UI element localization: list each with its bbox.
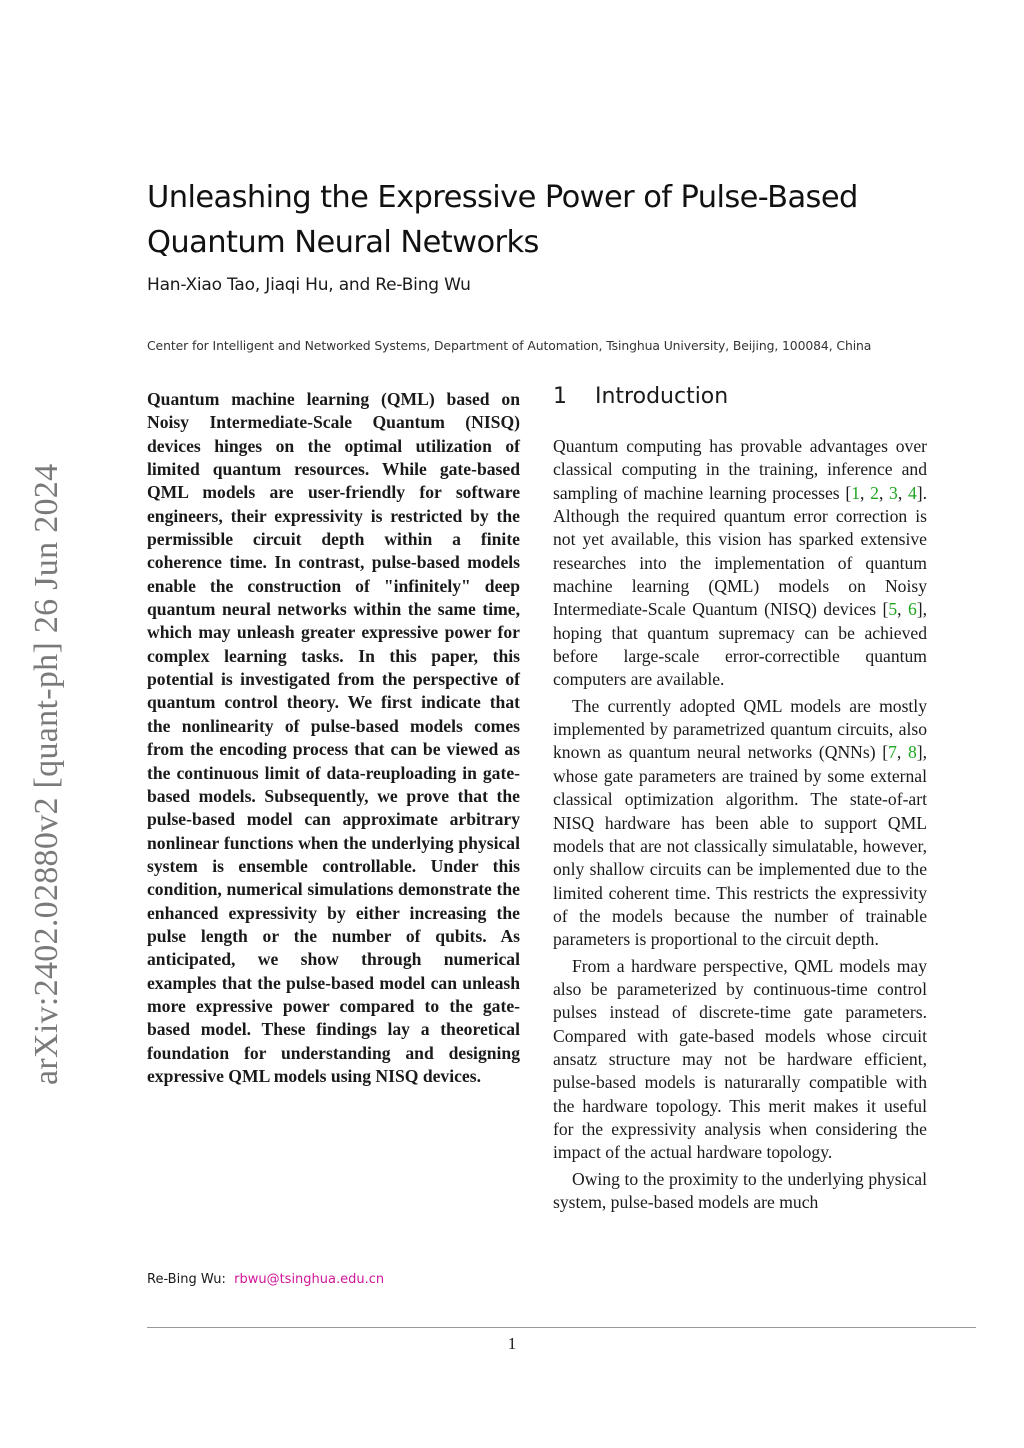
affiliation: Center for Intelligent and Networked Systems, Department of Automation, Tsinghua University, Beijing, 100084, China <box>147 338 872 353</box>
intro-paragraph-2: The currently adopted QML models are mostly implemented by parametrized quantum circuits, also known as quantum neural networks (QNNs) [7, 8], whose gate parameters are trained by some external classical optimization algorithm. The state-of-art NISQ hardware has been able to support QML models that are not classically simulatable, however, only shallow circuits can be implemented due to the limited coherent time. This restricts the expressivity of the models because the number of trainable parameters is proportional to the circuit depth. <box>553 695 927 950</box>
section-heading <box>553 384 728 409</box>
intro-paragraph-1: Quantum computing has provable advantages over classical computing in the training, inference and sampling of machine learning processes [1, 2, 3, 4]. Although the required quantum error correction is not yet available, this vision has sparked extensive researches into the implementation of quantum machine learning (QML) models on Noisy Intermediate-Scale Quantum (NISQ) devices [5, 6], hoping that quantum supremacy can be achieved before large-scale error-correctible quantum computers are available. <box>553 436 928 690</box>
text-run: ], whose gate parameters are trained by some external classical optimization algorithm. The state-of-art NISQ hardware has been able to support QML models that are not classically simulatable, however, only shallow circuits can be implemented due to the limited coherent time. This restricts the expressivity of the models because the number of trainable parameters is proportional to the circuit depth. <box>553 742 927 950</box>
citation-link[interactable]: 3 <box>889 482 898 503</box>
citation-link[interactable]: 1 <box>851 482 861 503</box>
text-run: The currently adopted QML models are mostly implemented by parametrized quantum circuits, also known as quantum neural networks (QNNs) [ <box>553 695 927 763</box>
intro-paragraph-4: Owing to the proximity to the underlying physical system, pulse-based models are much <box>553 1168 927 1212</box>
author-list: Han-Xiao Tao, Jiaqi Hu, and Re-Bing Wu <box>147 275 471 295</box>
paper-title: Unleashing the Expressive Power of Pulse-Based Quantum Neural Networks <box>147 180 858 260</box>
citation-link[interactable]: 8 <box>907 742 917 763</box>
footnote <box>147 1272 384 1287</box>
section-number: 1 <box>553 384 567 409</box>
arxiv-stamp: arXiv:2402.02880v2 [quant-ph] 26 Jun 2024 <box>28 463 65 1085</box>
abstract: Quantum machine learning (QML) based on Noisy Intermediate-Scale Quantum (NISQ) devices hinges on the optimal utilization of limited quantum resources. While gate-based QML models are user-friendly for software engineers, their expressivity is restricted by the permissible circuit depth within a finite coherence time. In contrast, pulse-based models enable the construction of "infinitely" deep quantum neural networks within the same time, which may unleash greater expressive power for complex learning tasks. In this paper, this potential is investigated from the perspective of quantum control theory. We first indicate that the nonlinearity of pulse-based models comes from the encoding process that can be viewed as the continuous limit of data-reuploading in gate-based models. Subsequently, we prove that the pulse-based model can approximate arbitrary nonlinear functions when the underlying physical system is ensemble controllable. Under this condition, numerical simulations demonstrate the enhanced expressivity by either increasing the pulse length or the number of qubits. As anticipated, we show through numerical examples that the pulse-based model can unleash more expressive power compared to the gate-based model. These findings lay a theoretical foundation for understanding and designing expressive QML models using NISQ devices. <box>147 389 520 1086</box>
text-run: ]. Although the required quantum error correction is not yet available, this vision has sparked extensive researches into the implementation of quantum machine learning (QML) models on Noisy Intermediate-Scale Quantum (NISQ) devices [ <box>553 482 928 620</box>
intro-paragraph-3: From a hardware perspective, QML models may also be parameterized by continuous-time control pulses instead of discrete-time gate parameters. Compared with gate-based models whose circuit ansatz structure may not be hardware efficient, pulse-based models is naturarally compatible with the hardware topology. This merit makes it useful for the expressivity analysis when considering the impact of the actual hardware topology. <box>553 955 927 1163</box>
page-number: 1 <box>507 1334 517 1353</box>
citation-link[interactable]: 2 <box>870 482 879 503</box>
citation-link[interactable]: 6 <box>907 599 917 620</box>
footer-rule <box>147 1327 976 1328</box>
citation-link[interactable]: 7 <box>888 742 897 763</box>
text-run: Quantum computing has provable advantages over classical computing in the training, inference and sampling of machine learning processes [ <box>553 436 927 503</box>
email-link[interactable]: rbwu@tsinghua.edu.cn <box>234 1272 385 1287</box>
intro-body <box>553 435 927 1217</box>
footnote-author: Re-Bing Wu: <box>147 1272 226 1287</box>
citation-link[interactable]: 4 <box>907 482 917 503</box>
section-title: Introduction <box>594 384 729 409</box>
text-run: ], hoping that quantum supremacy can be achieved before large-scale error-correctible quantum computers are available. <box>553 599 927 690</box>
citation-link[interactable]: 5 <box>888 599 898 620</box>
